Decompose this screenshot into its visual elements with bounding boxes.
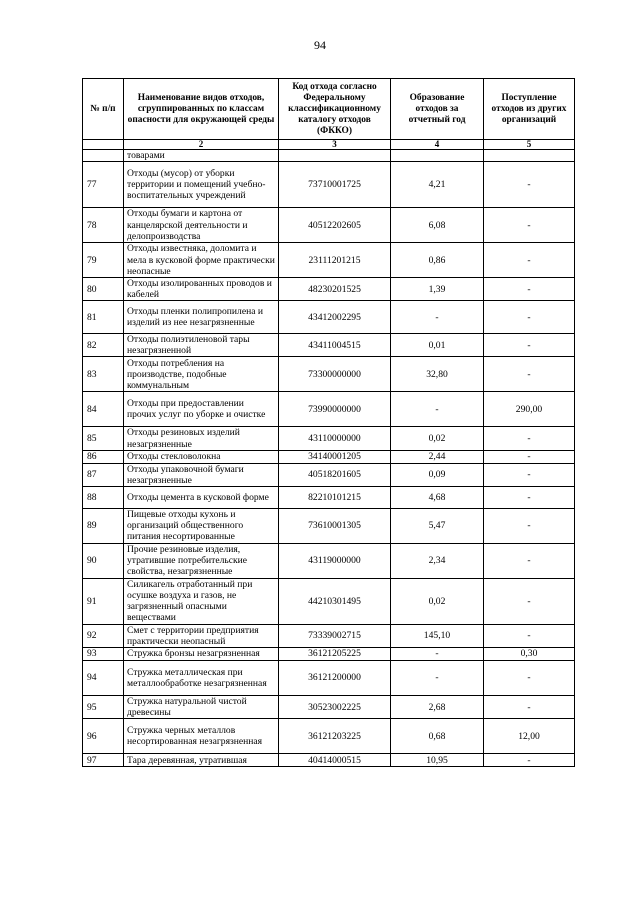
column-number: 3 — [279, 140, 391, 150]
amount-cell: 4,21 — [391, 162, 484, 208]
page-number: 94 — [314, 38, 326, 52]
amount-cell: 0,02 — [391, 578, 484, 624]
table-row — [83, 719, 575, 754]
received-cell: - — [484, 578, 575, 624]
column-number-row — [83, 140, 575, 150]
row-number-cell: 83 — [83, 357, 124, 392]
row-number-cell: 88 — [83, 486, 124, 508]
received-cell: - — [484, 301, 575, 334]
header-fkko-code: Код отхода согласно Федеральному классификационному каталогу отходов (ФККО) — [279, 79, 391, 140]
table-row — [83, 543, 575, 578]
row-number-cell: 87 — [83, 463, 124, 486]
waste-name-cell: товарами — [124, 150, 279, 162]
amount-cell: 4,68 — [391, 486, 484, 508]
table-row — [83, 508, 575, 543]
waste-name-cell: Силикагель отработанный при осушке воздуха и газов, не загрязненный опасными веществами — [124, 578, 279, 624]
header-number: № п/п — [83, 79, 124, 140]
received-cell: - — [484, 661, 575, 696]
code-cell: 30523002225 — [279, 696, 391, 719]
row-number-cell: 90 — [83, 543, 124, 578]
row-number-cell: 96 — [83, 719, 124, 754]
waste-name-cell: Пищевые отходы кухонь и организаций общественного питания несортированные — [124, 508, 279, 543]
row-number-cell: 97 — [83, 754, 124, 767]
waste-name-cell: Стружка черных металлов несортированная незагрязненная — [124, 719, 279, 754]
table-row — [83, 243, 575, 278]
header-generated: Образование отходов за отчетный год — [391, 79, 484, 140]
code-cell: 48230201525 — [279, 278, 391, 301]
received-cell: - — [484, 278, 575, 301]
row-number-cell: 82 — [83, 334, 124, 357]
table-row — [83, 486, 575, 508]
table-row — [83, 278, 575, 301]
table-row — [83, 334, 575, 357]
waste-name-cell: Отходы известняка, доломита и мела в кусковой форме практически неопасные — [124, 243, 279, 278]
row-number-cell: 89 — [83, 508, 124, 543]
code-cell: 36121200000 — [279, 661, 391, 696]
received-cell: - — [484, 486, 575, 508]
waste-name-cell: Отходы бумаги и картона от канцелярской деятельности и делопроизводства — [124, 208, 279, 243]
received-cell: - — [484, 208, 575, 243]
code-cell: 40414000515 — [279, 754, 391, 767]
amount-cell — [391, 150, 484, 162]
received-cell: 12,00 — [484, 719, 575, 754]
row-number-cell: 78 — [83, 208, 124, 243]
waste-name-cell: Отходы стекловолокна — [124, 450, 279, 463]
column-number: 2 — [124, 140, 279, 150]
waste-name-cell: Отходы при предоставлении прочих услуг по уборке и очистке — [124, 392, 279, 427]
received-cell: - — [484, 450, 575, 463]
amount-cell: 32,80 — [391, 357, 484, 392]
row-number-cell: 77 — [83, 162, 124, 208]
amount-cell: 0,68 — [391, 719, 484, 754]
amount-cell: - — [391, 301, 484, 334]
column-number: 5 — [484, 140, 575, 150]
waste-name-cell: Отходы пленки полипропилена и изделий из нее незагрязненные — [124, 301, 279, 334]
row-number-cell: 92 — [83, 624, 124, 647]
amount-cell: 0,02 — [391, 427, 484, 450]
table-row — [83, 661, 575, 696]
amount-cell: 145,10 — [391, 624, 484, 647]
waste-name-cell: Прочие резиновые изделия, утратившие потребительские свойства, незагрязненные — [124, 543, 279, 578]
row-number-cell: 93 — [83, 648, 124, 661]
row-number-cell: 81 — [83, 301, 124, 334]
received-cell: - — [484, 357, 575, 392]
code-cell: 40512202605 — [279, 208, 391, 243]
waste-name-cell: Отходы изолированных проводов и кабелей — [124, 278, 279, 301]
row-number-cell: 80 — [83, 278, 124, 301]
code-cell: 40518201605 — [279, 463, 391, 486]
received-cell: - — [484, 243, 575, 278]
amount-cell: 1,39 — [391, 278, 484, 301]
table-row — [83, 578, 575, 624]
amount-cell: 0,86 — [391, 243, 484, 278]
received-cell: 0,30 — [484, 648, 575, 661]
row-number-cell — [83, 150, 124, 162]
amount-cell: 2,44 — [391, 450, 484, 463]
waste-name-cell: Стружка металлическая при металлообработке незагрязненная — [124, 661, 279, 696]
code-cell: 43110000000 — [279, 427, 391, 450]
code-cell: 43412002295 — [279, 301, 391, 334]
table-row — [83, 624, 575, 647]
row-number-cell: 95 — [83, 696, 124, 719]
table-row — [83, 648, 575, 661]
waste-name-cell: Отходы потребления на производстве, подобные коммунальным — [124, 357, 279, 392]
row-number-cell: 91 — [83, 578, 124, 624]
waste-name-cell: Отходы полиэтиленовой тары незагрязненной — [124, 334, 279, 357]
code-cell: 36121205225 — [279, 648, 391, 661]
received-cell: - — [484, 508, 575, 543]
table-row — [83, 696, 575, 719]
code-cell: 44210301495 — [279, 578, 391, 624]
amount-cell: 0,01 — [391, 334, 484, 357]
amount-cell: - — [391, 661, 484, 696]
table-row — [83, 208, 575, 243]
received-cell: - — [484, 427, 575, 450]
row-number-cell: 84 — [83, 392, 124, 427]
waste-name-cell: Отходы (мусор) от уборки территории и помещений учебно-воспитательных учреждений — [124, 162, 279, 208]
received-cell: 290,00 — [484, 392, 575, 427]
row-number-cell: 79 — [83, 243, 124, 278]
waste-name-cell: Тара деревянная, утратившая — [124, 754, 279, 767]
table-row — [83, 450, 575, 463]
code-cell: 82210101215 — [279, 486, 391, 508]
table-row — [83, 392, 575, 427]
table-header-row — [83, 79, 575, 140]
amount-cell: 2,34 — [391, 543, 484, 578]
continuation-row — [83, 150, 575, 162]
amount-cell: 10,95 — [391, 754, 484, 767]
amount-cell: - — [391, 392, 484, 427]
amount-cell: - — [391, 648, 484, 661]
code-cell: 73300000000 — [279, 357, 391, 392]
table-row — [83, 754, 575, 767]
code-cell: 73710001725 — [279, 162, 391, 208]
header-received: Поступление отходов из других организаций — [484, 79, 575, 140]
received-cell: - — [484, 543, 575, 578]
code-cell: 23111201215 — [279, 243, 391, 278]
table-row — [83, 463, 575, 486]
row-number-cell: 94 — [83, 661, 124, 696]
waste-name-cell: Смет с территории предприятия практически неопасный — [124, 624, 279, 647]
table-row — [83, 162, 575, 208]
waste-table — [82, 78, 575, 767]
column-number — [83, 140, 124, 150]
code-cell — [279, 150, 391, 162]
code-cell: 73610001305 — [279, 508, 391, 543]
amount-cell: 6,08 — [391, 208, 484, 243]
waste-name-cell: Стружка бронзы незагрязненная — [124, 648, 279, 661]
received-cell: - — [484, 162, 575, 208]
amount-cell: 2,68 — [391, 696, 484, 719]
received-cell: - — [484, 754, 575, 767]
received-cell: - — [484, 696, 575, 719]
received-cell: - — [484, 334, 575, 357]
code-cell: 73990000000 — [279, 392, 391, 427]
table-row — [83, 357, 575, 392]
amount-cell: 5,47 — [391, 508, 484, 543]
row-number-cell: 86 — [83, 450, 124, 463]
waste-name-cell: Отходы резиновых изделий незагрязненные — [124, 427, 279, 450]
amount-cell: 0,09 — [391, 463, 484, 486]
received-cell — [484, 150, 575, 162]
table-row — [83, 427, 575, 450]
waste-name-cell: Стружка натуральной чистой древесины — [124, 696, 279, 719]
received-cell: - — [484, 463, 575, 486]
table-row — [83, 301, 575, 334]
code-cell: 36121203225 — [279, 719, 391, 754]
waste-name-cell: Отходы цемента в кусковой форме — [124, 486, 279, 508]
code-cell: 34140001205 — [279, 450, 391, 463]
row-number-cell: 85 — [83, 427, 124, 450]
header-waste-name: Наименование видов отходов, сгруппированных по классам опасности для окружающей среды — [124, 79, 279, 140]
waste-name-cell: Отходы упаковочной бумаги незагрязненные — [124, 463, 279, 486]
column-number: 4 — [391, 140, 484, 150]
code-cell: 73339002715 — [279, 624, 391, 647]
code-cell: 43119000000 — [279, 543, 391, 578]
code-cell: 43411004515 — [279, 334, 391, 357]
received-cell: - — [484, 624, 575, 647]
